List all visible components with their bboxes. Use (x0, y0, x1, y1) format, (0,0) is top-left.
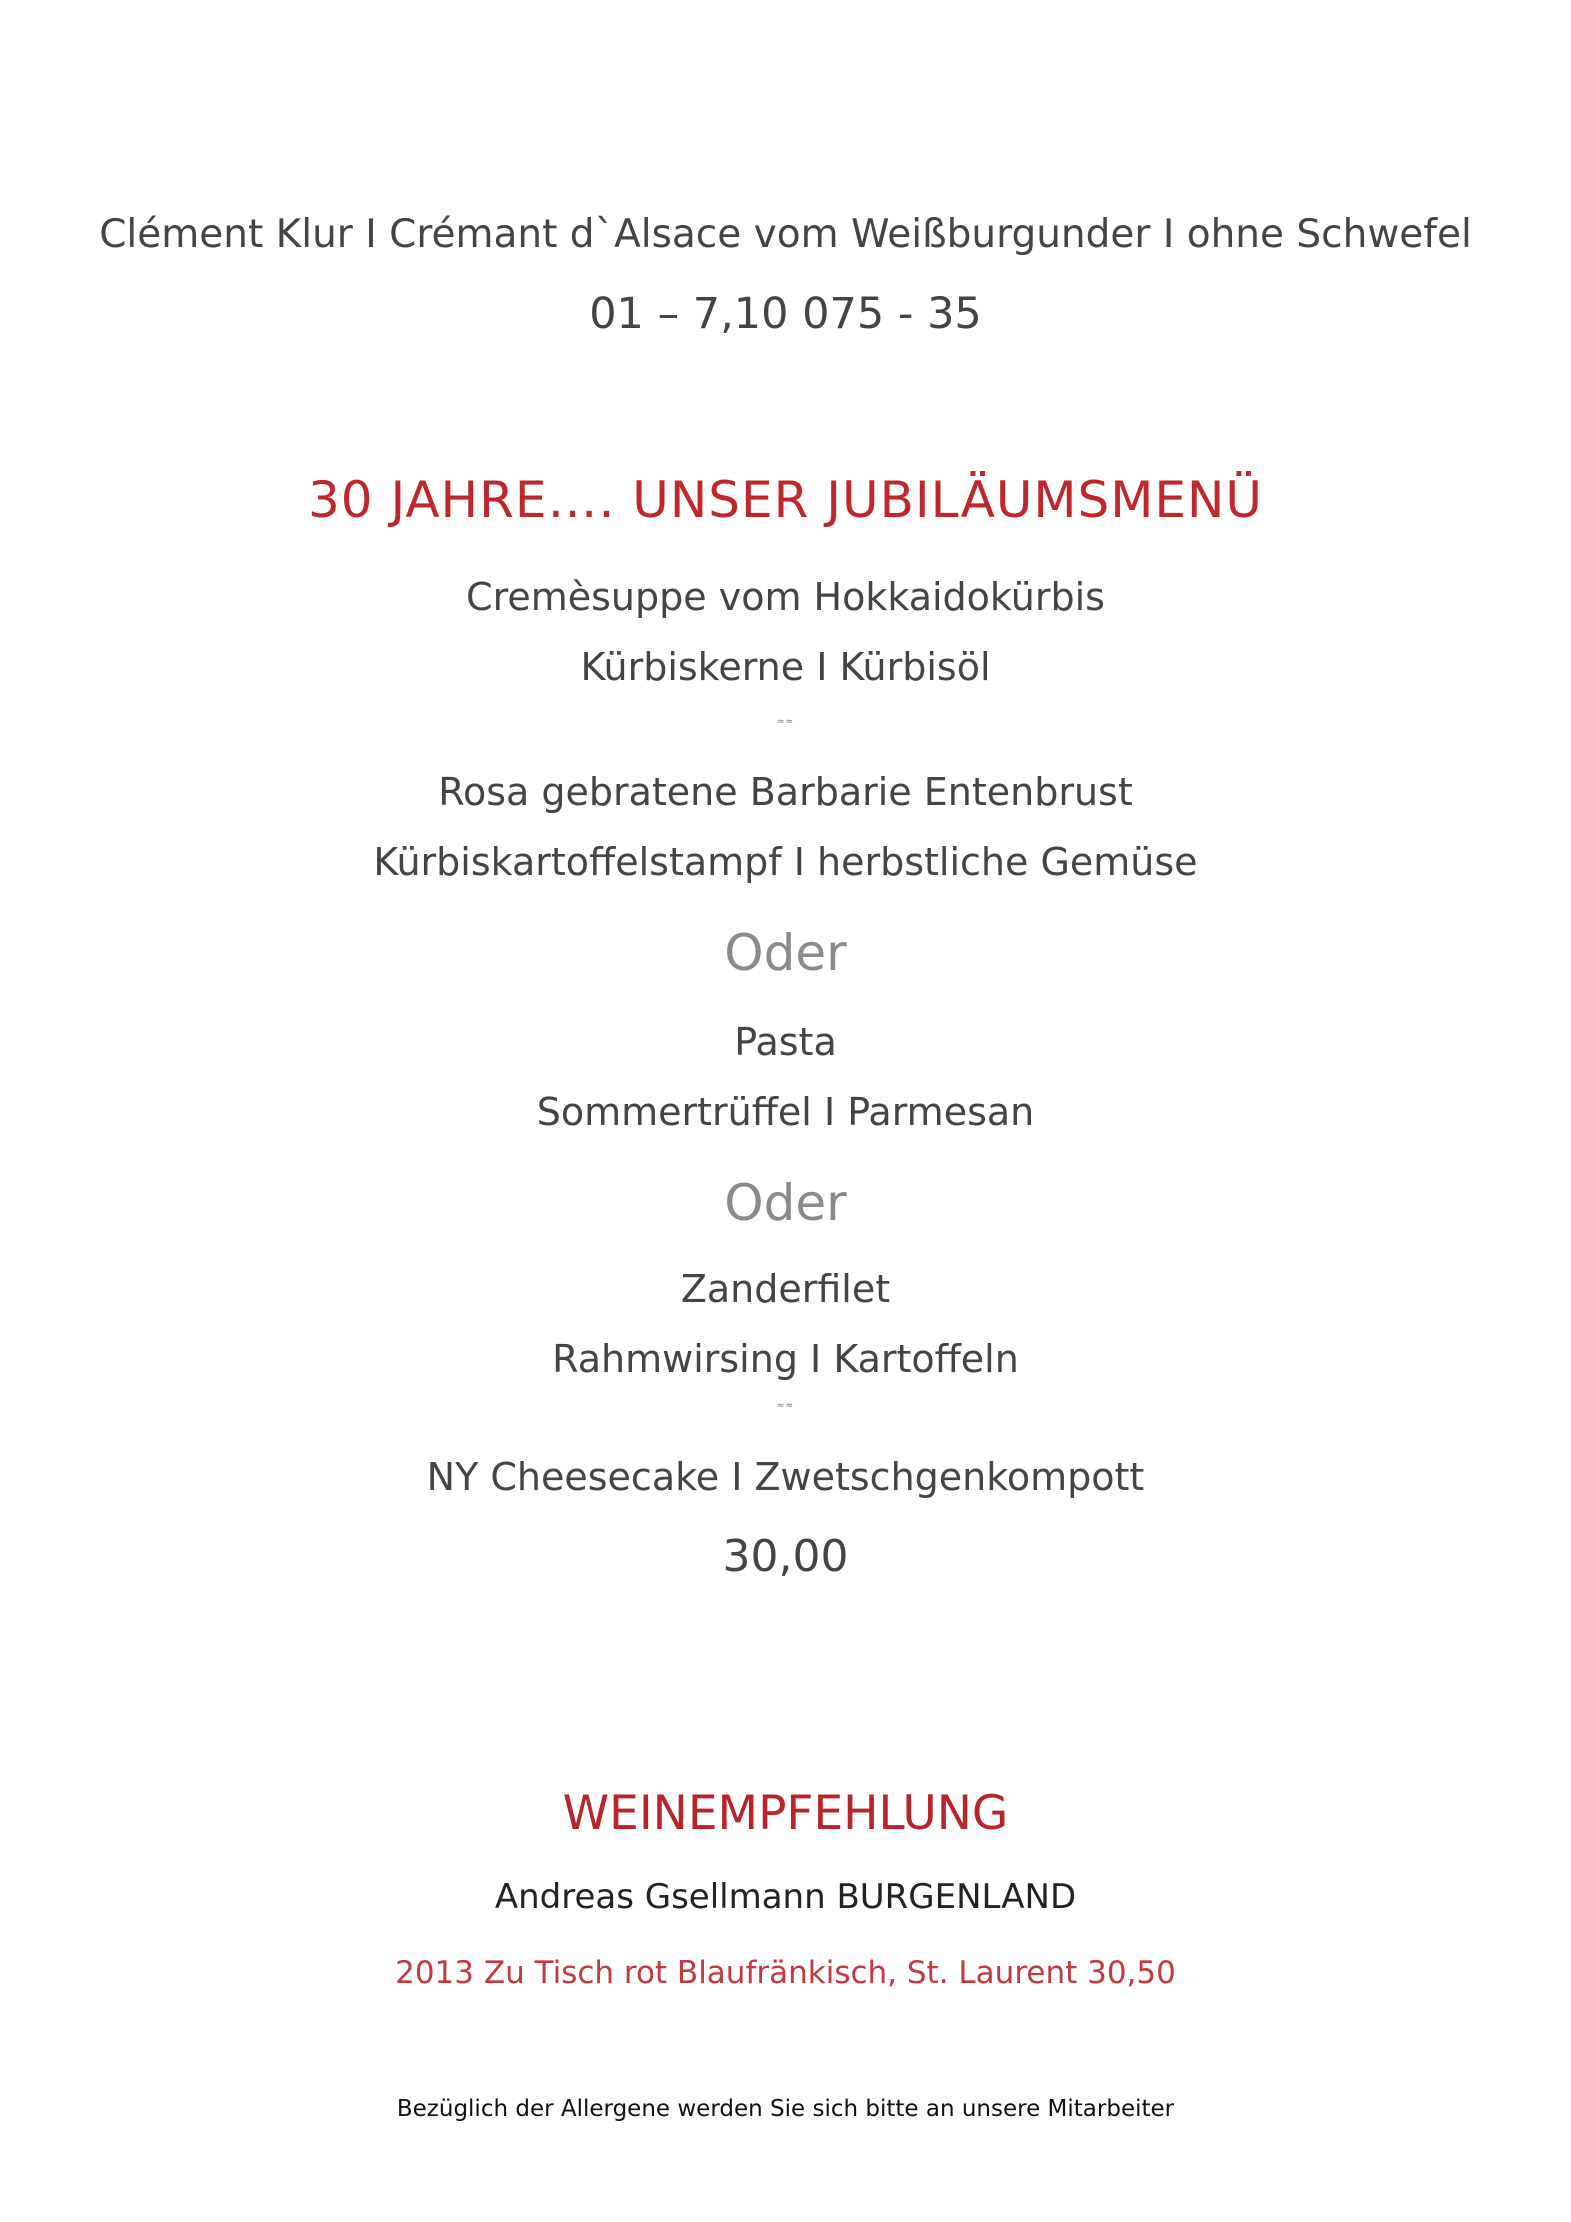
main-option-2-details: Sommertrüffel I Parmesan (536, 1090, 1035, 1134)
intro-wine-line: Clément Klur I Crémant d`Alsace vom Weißburgunder I ohne Schwefel (99, 212, 1472, 257)
allergen-note: Bezüglich der Allergene werden Sie sich bitte an unsere Mitarbeiter (396, 2096, 1175, 2122)
menu-title: 30 JAHRE…. UNSER JUBILÄUMSMENÜ (307, 471, 1264, 529)
starter-name: Cremèsuppe vom Hokkaidokürbis (466, 575, 1105, 619)
main-option-1-name: Rosa gebratene Barbarie Entenbrust (438, 770, 1133, 814)
starter-details: Kürbiskerne I Kürbisöl (580, 645, 991, 689)
separator-ornament: ≈≈ (776, 717, 795, 727)
main-option-3-details: Rahmwirsing I Kartoffeln (552, 1337, 1019, 1381)
or-label-2: Oder (724, 1174, 847, 1232)
or-label-1: Oder (724, 924, 847, 982)
separator-ornament: ≈≈ (776, 1401, 795, 1411)
main-option-1-details: Kürbiskartoffelstampf I herbstliche Gemüse (373, 840, 1198, 884)
wine-recommendation-heading: WEINEMPFEHLUNG (562, 1786, 1009, 1841)
winery-name: Andreas Gsellmann BURGENLAND (494, 1877, 1077, 1917)
recommended-wine: 2013 Zu Tisch rot Blaufränkisch, St. Laurent 30,50 (395, 1955, 1176, 1991)
main-option-2-name: Pasta (734, 1020, 837, 1064)
intro-wine-prices: 01 – 7,10 075 - 35 (589, 289, 982, 339)
dessert: NY Cheesecake I Zwetschgenkompott (426, 1455, 1145, 1499)
menu-price: 30,00 (722, 1531, 849, 1582)
main-option-3-name: Zanderfilet (680, 1267, 891, 1311)
